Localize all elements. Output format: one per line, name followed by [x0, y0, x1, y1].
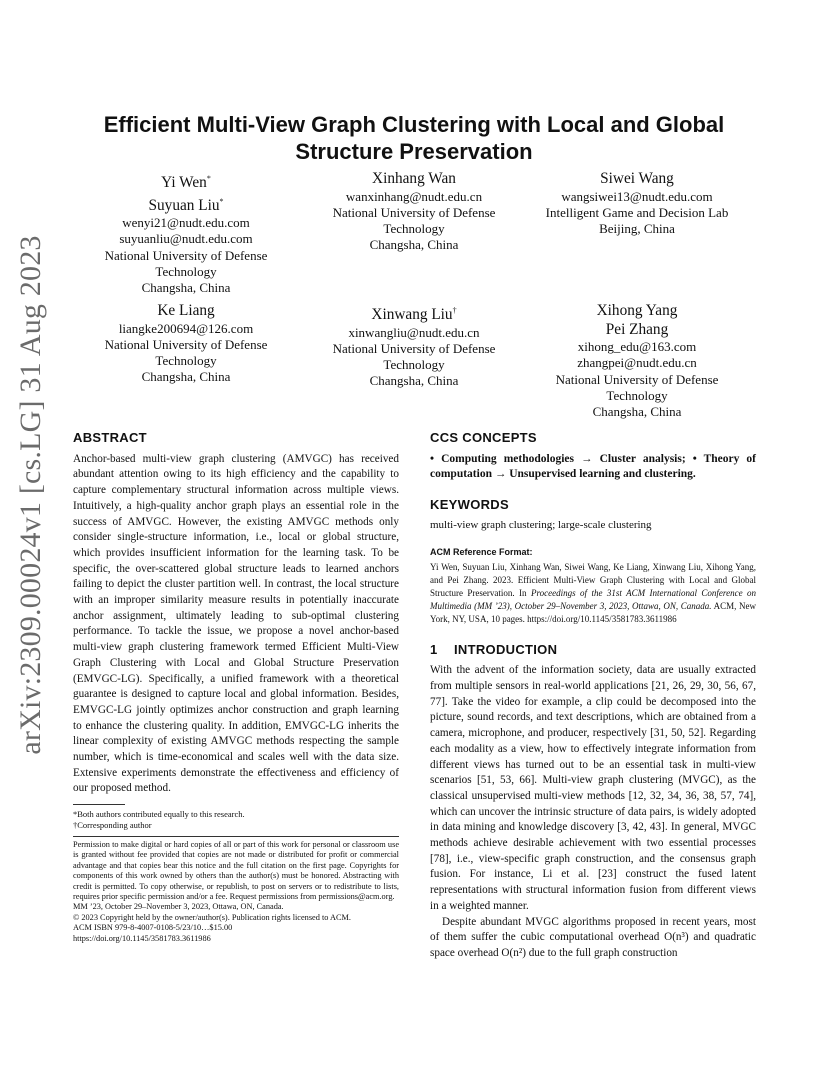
acm-reference-heading: ACM Reference Format:: [430, 546, 533, 557]
section-number: 1: [430, 641, 438, 657]
doi-link[interactable]: https://doi.org/10.1145/3581783.3611986: [73, 933, 211, 943]
acm-reference-text: [430, 561, 756, 626]
permission-block: [73, 836, 399, 944]
author-location: Beijing, China: [599, 221, 675, 237]
author-affiliation: Technology: [606, 387, 668, 403]
author-email[interactable]: suyuanliu@nudt.edu.com: [119, 231, 253, 247]
author-block: [300, 302, 528, 390]
author-affiliation: National University of Defense: [555, 371, 719, 387]
author-affiliation: Technology: [155, 353, 217, 369]
author-location: Changsha, China: [369, 237, 459, 253]
author-affiliation: National University of Defense: [104, 336, 268, 352]
author-block: [73, 170, 299, 297]
author-location: Changsha, China: [369, 373, 459, 389]
author-email[interactable]: zhangpei@nudt.edu.cn: [577, 355, 697, 371]
acm-reference-tail: ACM, New York, NY, USA, 10 pages. https://doi.org/10.1145/3581783.3611986: [430, 600, 756, 624]
keywords-heading: KEYWORDS: [430, 496, 509, 512]
author-affiliation: Technology: [383, 357, 445, 373]
ccs-concepts-text: • Computing methodologies → Cluster analysis; • Theory of computation → Unsupervised learning and clustering.: [430, 452, 756, 481]
author-email[interactable]: wangsiwei13@nudt.edu.com: [561, 188, 713, 204]
author-name: Pei Zhang: [605, 320, 669, 338]
abstract-text: Anchor-based multi-view graph clustering (AMVGC) has received abundant attention owing to its high efficiency and the capability to capture complementary structural information across multiple views. Intuitively, a high-quality anchor graph plays an essential role in the success of AMVGC. However, the existing AMVGC methods only consider single-structure information, i.e., local or global structure, which provides insufficient information for the learning task. To be specific, the over-scattered global structure leads to learned anchors failing to depict the cluster partition well. In contrast, the local structure with an improper similarity measure results in potentially inaccurate anchor assignment, ultimately leading to sub-optimal clustering performance. To tackle the issue, we propose a novel anchor-based multi-view graph clustering framework termed Efficient Multi-View Graph Clustering with Local and Global Structure Preservation (EMVGC-LG). Specifically, a unified framework with a theoretical guarantee is designed to capture local and global information. Besides, EMVGC-LG jointly optimizes anchor construction and graph learning to enhance the clustering quality. In addition, EMVGC-LG inherits the linear complexity of existing AMVGC methods respecting the sample number, which is time-economical and scales well with the data size. Extensive experiments demonstrate the effectiveness and efficiency of our proposed method.: [73, 452, 399, 795]
left-column: [73, 430, 399, 831]
right-column: [430, 430, 756, 962]
permission-rule: [73, 836, 399, 837]
author-email[interactable]: wanxinhang@nudt.edu.cn: [345, 188, 483, 204]
isbn-line: ACM ISBN 979-8-4007-0108-5/23/10…$15.00: [73, 923, 233, 933]
author-name: Yi Wen*: [161, 174, 211, 192]
author-affiliation: Intelligent Game and Decision Lab: [545, 204, 729, 220]
author-block: [530, 170, 744, 237]
footnote-corresponding: †Corresponding author: [73, 820, 152, 831]
author-affiliation: National University of Defense: [332, 340, 496, 356]
author-affiliation: National University of Defense: [104, 247, 268, 263]
author-location: Changsha, China: [141, 280, 231, 296]
author-name: Xinhang Wan: [372, 170, 456, 187]
abstract-heading: ABSTRACT: [73, 430, 147, 445]
author-affiliation: National University of Defense: [332, 204, 496, 220]
acm-reference-venue: Proceedings of the 31st ACM International Conference on Multimedia (MM ’23), October 29–November 3, 2023, Ottawa, ON, Canada.: [430, 587, 756, 611]
author-block: [73, 302, 299, 386]
author-email[interactable]: xinwangliu@nudt.edu.cn: [348, 324, 480, 340]
introduction-heading: [430, 642, 756, 658]
conference-line: MM ’23, October 29–November 3, 2023, Ottawa, ON, Canada.: [73, 902, 284, 912]
author-name: Xihong Yang: [596, 302, 678, 319]
author-location: Changsha, China: [592, 404, 682, 420]
author-name: Suyuan Liu*: [148, 196, 224, 214]
author-name: Xinwang Liu†: [371, 306, 457, 324]
author-affiliation: Technology: [155, 264, 217, 280]
ccs-heading: CCS CONCEPTS: [430, 430, 537, 445]
keywords-text: multi-view graph clustering; large-scale clustering: [430, 519, 652, 532]
arxiv-identifier[interactable]: arXiv:2309.00024v1 [cs.LG] 31 Aug 2023: [14, 235, 47, 755]
author-block: [530, 302, 744, 420]
arxiv-side-stamp: [8, 235, 54, 755]
author-name: Ke Liang: [157, 302, 215, 319]
paper-title: Efficient Multi-View Graph Clustering with Local and Global Structure Preservation: [103, 112, 725, 164]
author-block: [300, 170, 528, 254]
author-email[interactable]: wenyi21@nudt.edu.com: [122, 215, 250, 231]
acm-reference-authors: Yi Wen, Suyuan Liu, Xinhang Wan, Siwei Wang, Ke Liang, Xinwang Liu, Xihong Yang, and Pei Zhang. 2023. Efficient Multi-View Graph Clustering with Local and Global Structure Preservation. In: [430, 561, 756, 598]
section-title: INTRODUCTION: [454, 641, 558, 657]
permission-text: Permission to make digital or hard copies of all or part of this work for personal or classroom use is granted without fee provided that copies are not made or distributed for profit or commercial advantage and that copies bear this notice and the full citation on the first page. Copyrights for components of this work owned by others than the author(s) must be honored. Abstracting with credit is permitted. To copy otherwise, or republish, to post on servers or to redistribute to lists, requires prior specific permission and/or a fee. Request permissions from permissions@acm.org.: [73, 840, 399, 902]
introduction-paragraph-1: With the advent of the information society, data are usually extracted from multiple sensors in real-world applications [21, 26, 29, 30, 56, 67, 77]. Take the video for example, a clip could be decomposed into the picture, sound records, and text descriptions, which are obtained from a camera, microphone, and producer, respectively [31, 50, 52]. Regarding each modality as a view, how to effectively integrate information from different views has turned out to be an essential task in multi-view scenarios [51, 53, 66]. Multi-view graph clustering (MVGC), as the classical unsupervised multi-view methods [12, 32, 34, 36, 38, 57, 74], which can uncover the intrinsic structure of data pairs, is widely adopted in data mining and knowledge discovery [3, 42, 43]. In general, MVGC methods achieve desirable achievement with two essential processes [78], i.e., view-specific graph construction, and the consensus graph fusion. For instance, Li et al. [23] construct the fused latent representations with structural information fusion from different views in a weighted manner.: [430, 664, 756, 912]
author-email[interactable]: xihong_edu@163.com: [577, 339, 697, 354]
footnote-rule: [73, 804, 125, 805]
author-location: Changsha, China: [141, 369, 231, 385]
copyright-line: © 2023 Copyright held by the owner/author(s). Publication rights licensed to ACM.: [73, 912, 351, 922]
author-email[interactable]: liangke200694@126.com: [118, 320, 254, 336]
author-name: Siwei Wang: [600, 170, 674, 187]
author-affiliation: Technology: [383, 221, 445, 237]
introduction-paragraph-2: Despite abundant MVGC algorithms proposed in recent years, most of them suffer the cubic computational overhead O(n³) and quadratic space overhead O(n²) due to the full graph construction: [430, 915, 756, 959]
footnote-equal-contribution: *Both authors contributed equally to this research.: [73, 809, 245, 820]
